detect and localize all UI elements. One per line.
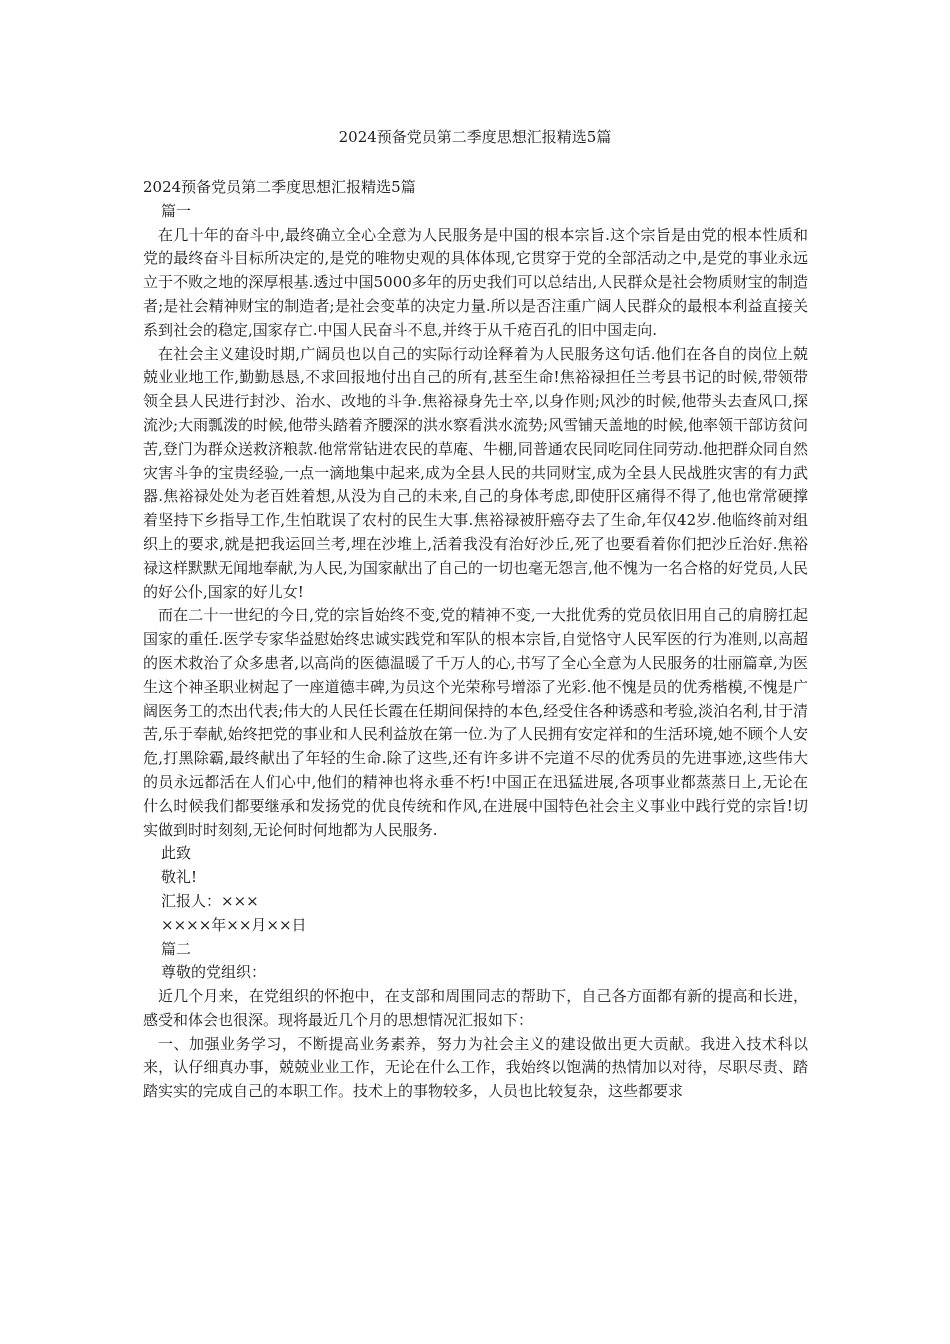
body-paragraph: 在几十年的奋斗中,最终确立全心全意为人民服务是中国的根本宗旨.这个宗旨是由党的根本性质和党的最终奋斗目标所决定的,是党的唯物史观的具体体现,它贯穿于党的全部活动之中,是党的事业永远立于不败之地的深厚根基.透过中国5000多年的历史我们可以总结出,人民群众是社会物质财宝的制造者;是社会精神财宝的制造者;是社会变革的决定力量.所以是否注重广阔人民群众的最根本利益直接关系到社会的稳定,国家存亡.中国人民奋斗不息,并终于从千疮百孔的旧中国走向. <box>143 225 808 339</box>
greeting-line: 尊敬的党组织： <box>161 963 267 982</box>
body-paragraph: 而在二十一世纪的今日,党的宗旨始终不变,党的精神不变,一大批优秀的党员依旧用自己的肩膀扛起国家的重任.医学专家华益慰始终忠诚实践党和军队的根本宗旨,自觉恪守人民军医的行为准则,以高超的医术救治了众多患者,以高尚的医德温暖了千万人的心,书写了全心全意为人民服务的壮丽篇章,为医生这个神圣职业树起了一座道德丰碑,为员这个光荣称号增添了光彩.他不愧是员的优秀楷模,不愧是广阔医务工的杰出代表;伟大的人民任长霞在任期间保持的本色,经受住各种诱惑和考验,淡泊名利,甘于清苦,乐于奉献,始终把党的事业和人民利益放在第一位.为了人民拥有安定祥和的生活环境,她不顾个人安危,打黑除霸,最终献出了年轻的生命.除了这些,还有许多讲不完道不尽的优秀员的先进事迹,这些伟大的员永远都活在人们心中,他们的精神也将永垂不朽!中国正在迅猛进展,各项事业都蒸蒸日上,无论在什么时候我们都要继承和发扬党的优良传统和作风,在进展中国特色社会主义事业中践行党的宗旨!切实做到时时刻刻,无论何时何地都为人民服务. <box>143 606 808 839</box>
section-label: 篇一 <box>161 201 192 220</box>
reporter-line: 汇报人：××× <box>161 891 259 910</box>
page-title: 2024预备党员第二季度思想汇报精选5篇 <box>338 128 612 146</box>
section-label: 篇二 <box>161 939 192 958</box>
body-paragraph: 一、加强业务学习，不断提高业务素养，努力为社会主义的建设做出更大贡献。我进入技术科以来，认仔细真办事，兢兢业业工作，无论在什么工作，我始终以饱满的热情加以对待，尽职尽责、踏踏实实的完成自己的本职工作。技术上的事物较多，人员也比较复杂，这些都要求 <box>143 1034 808 1101</box>
document-body <box>143 176 808 1104</box>
closing-salutation: 敬礼! <box>161 868 198 887</box>
body-paragraph: 在社会主义建设时期,广阔员也以自己的实际行动诠释着为人民服务这句话.他们在各自的岗位上兢兢业业地工作,勤勤恳恳,不求回报地付出自己的所有,甚至生命!焦裕禄担任兰考县书记的时候,带领带领全县人民进行封沙、治水、改地的斗争.焦裕禄身先士卒,以身作则;风沙的时候,他带头去查风口,探流沙;大雨瓢泼的时候,他带头踏着齐腰深的洪水察看洪水流势;风雪铺天盖地的时候,他率领干部访贫问苦,登门为群众送救济粮款.他常常钻进农民的草庵、牛棚,同普通农民同吃同住同劳动.他把群众同自然灾害斗争的宝贵经验,一点一滴地集中起来,成为全县人民的共同财宝,成为全县人民战胜灾害的有力武器.焦裕禄处处为老百姓着想,从没为自己的未来,自己的身体考虑,即使肝区痛得不得了,他也常常硬撑着坚持下乡指导工作,生怕耽误了农村的民生大事.焦裕禄被肝癌夺去了生命,年仅42岁.他临终前对组织上的要求,就是把我运回兰考,埋在沙堆上,活着我没有治好沙丘,死了也要看着你们把沙丘治好.焦裕禄这样默默无闻地奉献,为人民,为国家献出了自己的一切也毫无怨言,他不愧为一名合格的好党员,人民的好公仆,国家的好儿女! <box>143 344 808 601</box>
body-paragraph: 近几个月来，在党组织的怀抱中，在支部和周围同志的帮助下，自己各方面都有新的提高和长进，感受和体会也很深。现将最近几个月的思想情况汇报如下： <box>143 987 808 1029</box>
date-line: ××××年××月××日 <box>161 915 307 934</box>
closing-line: 此致 <box>161 844 192 863</box>
document-heading: 2024预备党员第二季度思想汇报精选5篇 <box>143 178 416 196</box>
